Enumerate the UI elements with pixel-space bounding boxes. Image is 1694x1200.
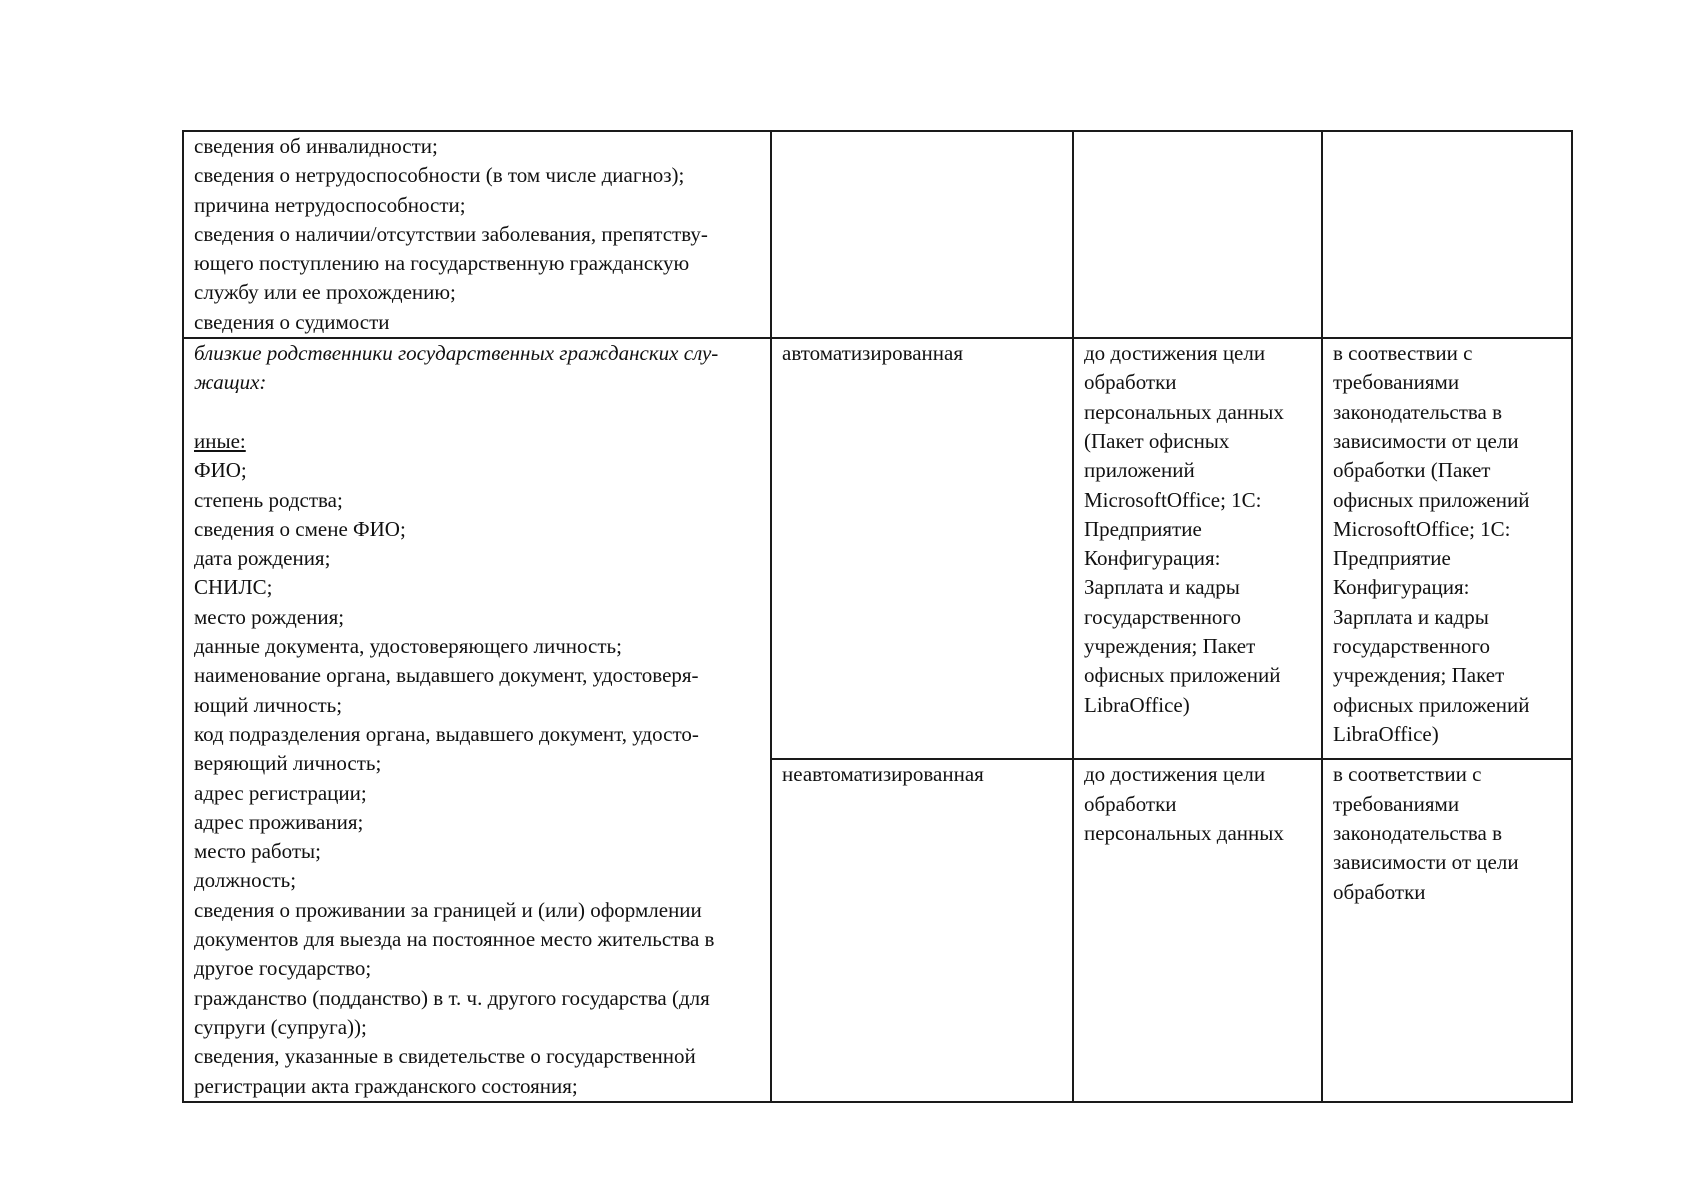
list-item: сведения о проживании за границей и (или) оформлении [194,897,702,922]
text-line: службу или ее прохождению; [194,280,456,305]
text-line: Предприятие [1084,516,1202,541]
text-line: требованиями [1333,791,1460,816]
automated-storage-cell [1322,338,1572,759]
list-item: ФИО; [194,458,247,483]
text-line: зависимости от цели [1333,428,1519,453]
text-line: сведения о судимости [194,309,390,334]
row1-method-cell [771,131,1073,338]
text-line: ющего поступлению на государственную гражданскую [194,251,690,276]
text-line: сведения о нетрудоспособности (в том числе диагноз); [194,163,685,188]
text-line: до достижения цели [1084,762,1266,787]
text-line: персональных данных [1084,820,1284,845]
text-line: (Пакет офисных [1084,428,1230,453]
list-item: место работы; [194,839,321,864]
automated-term-cell [1073,338,1322,759]
text-line: сведения об инвалидности; [194,134,438,158]
row1-storage-cell [1322,131,1572,338]
text-line: Предприятие [1333,546,1451,571]
non-automated-method-cell [771,759,1073,1101]
text-line: сведения о наличии/отсутствии заболевания, препятству- [194,221,708,246]
row1-term-cell [1073,131,1322,338]
table-row [183,131,1572,338]
text-line: до достижения цели [1084,341,1266,366]
text-line: учреждения; Пакет [1084,634,1256,659]
category-heading-line: близкие родственники государственных гражданских слу- [194,341,719,366]
text-line: LibraOffice) [1084,692,1190,717]
list-item: место рождения; [194,604,345,629]
text-line: Конфигурация: [1333,575,1470,600]
blank-line [194,398,760,427]
text-line: обработки (Пакет [1333,458,1491,483]
text-line: офисных приложений [1084,663,1281,688]
text-line: учреждения; Пакет [1333,663,1505,688]
list-item: другое государство; [194,956,372,981]
text-line: обработки [1084,370,1177,395]
list-item: ющий личность; [194,692,343,717]
text-line: государственного [1084,604,1242,629]
category-subheading: иные: [194,428,246,453]
text-line: причина нетрудоспособности; [194,192,466,217]
text-line: обработки [1333,879,1426,904]
table-row [183,338,1572,759]
list-item: дата рождения; [194,546,331,571]
text-line: офисных приложений [1333,692,1530,717]
text-line: MicrosoftOffice; 1С: [1333,516,1511,541]
text-line: Конфигурация: [1084,546,1221,571]
list-item: адрес проживания; [194,809,364,834]
category-heading-line: жащих: [194,370,267,395]
text-line: законодательства в [1333,820,1503,845]
list-item: адрес регистрации; [194,780,367,805]
list-item: документов для выезда на постоянное место жительства в [194,927,715,952]
list-item: сведения, указанные в свидетельстве о государственной [194,1044,696,1069]
text-line: офисных приложений [1333,487,1530,512]
text-line: персональных данных [1084,399,1284,424]
list-item: гражданство (подданство) в т. ч. другого государства (для [194,985,710,1010]
non-automated-term-cell [1073,759,1322,1101]
method-label: неавтоматизированная [782,762,984,787]
list-item: должность; [194,868,297,893]
list-item: супруги (супруга)); [194,1014,367,1039]
category-cell [183,338,771,1102]
text-line: требованиями [1333,370,1460,395]
list-item: сведения о смене ФИО; [194,516,406,541]
list-item: степень родства; [194,487,343,512]
list-item: СНИЛС; [194,575,273,600]
text-line: MicrosoftOffice; 1С: [1084,487,1262,512]
data-table [182,130,1573,1103]
list-item: наименование органа, выдавшего документ, удостоверя- [194,663,699,688]
row1-data-cell [183,131,771,338]
text-line: LibraOffice) [1333,721,1439,746]
text-line: зависимости от цели [1333,850,1519,875]
text-line: в соответствии с [1333,762,1482,787]
text-line: в соотвествии с [1333,341,1473,366]
method-label: автоматизированная [782,341,964,366]
non-automated-storage-cell [1322,759,1572,1101]
text-line: обработки [1084,791,1177,816]
text-line: Зарплата и кадры [1333,604,1489,629]
list-item: веряющий личность; [194,751,382,776]
text-line: приложений [1084,458,1195,483]
text-line: законодательства в [1333,399,1503,424]
list-item: данные документа, удостоверяющего личность; [194,634,622,659]
list-item: регистрации акта гражданского состояния; [194,1073,578,1098]
text-line: Зарплата и кадры [1084,575,1240,600]
list-item: код подразделения органа, выдавшего документ, удосто- [194,721,699,746]
automated-method-cell [771,338,1073,759]
text-line: государственного [1333,634,1491,659]
